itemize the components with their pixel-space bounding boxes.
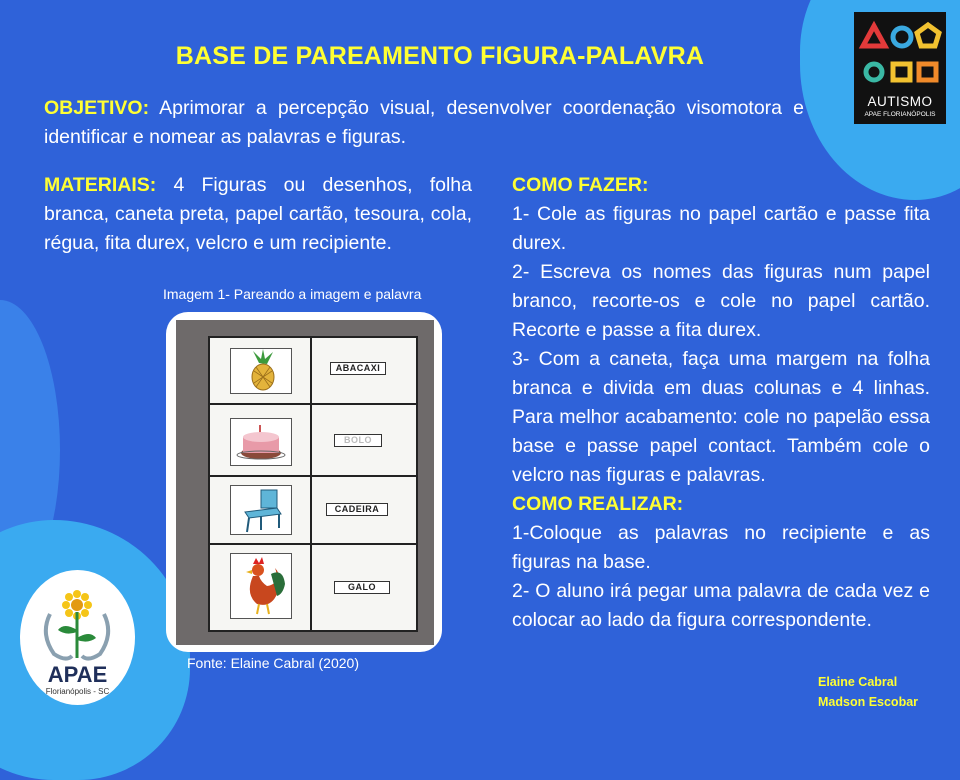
autismo-logo-name: AUTISMO	[867, 94, 933, 109]
materiais-label: MATERIAIS:	[44, 174, 157, 196]
page-title: BASE DE PAREAMENTO FIGURA-PALAVRA	[175, 42, 705, 70]
pineapple-icon	[231, 349, 291, 393]
como-fazer-step: 2- Escreva os nomes das figuras num papel branco, recorte-os e cole no papel cartão. Recorte e passe a fita durex.	[512, 261, 930, 341]
matching-sheet	[208, 336, 418, 632]
instructions-column	[512, 171, 930, 635]
chair-icon	[231, 486, 291, 534]
objetivo-section	[44, 94, 804, 152]
word-card-abacaxi: ABACAXI	[330, 362, 386, 375]
materiais-section	[44, 171, 472, 258]
authors	[818, 672, 918, 712]
row-divider	[210, 475, 416, 477]
como-fazer-label: COMO FAZER:	[512, 174, 649, 196]
author-name: Madson Escobar	[818, 695, 919, 709]
matching-board-photo	[166, 312, 442, 652]
word-card-galo: GALO	[334, 581, 390, 594]
author-name: Elaine Cabral	[818, 675, 898, 689]
board-background	[176, 320, 434, 645]
apae-logo	[20, 570, 135, 705]
rooster-card	[230, 553, 292, 619]
autismo-logo	[854, 12, 946, 124]
como-realizar-step: 2- O aluno irá pegar uma palavra de cada vez e colocar ao lado da figura correspondente.	[512, 580, 930, 631]
column-divider	[310, 338, 312, 630]
cake-icon	[231, 419, 291, 465]
apae-logo-name: APAE	[47, 662, 108, 687]
objetivo-label: OBJETIVO:	[44, 97, 150, 119]
chair-card	[230, 485, 292, 535]
cake-card	[230, 418, 292, 466]
figure-caption: Imagem 1- Pareando a imagem e palavra	[163, 286, 422, 302]
apae-logo-sub: Florianópolis - SC	[45, 687, 110, 696]
row-divider	[210, 403, 416, 405]
apae-flower-hands-icon	[20, 578, 135, 668]
como-fazer-step: 3- Com a caneta, faça uma margem na folha branca e divida em duas colunas e 4 linhas. Para melhor acabamento: cole no papelão essa base e passe papel contact. Também cole o velcro nas figuras e palavras.	[512, 348, 930, 486]
row-divider	[210, 543, 416, 545]
word-card-bolo: BOLO	[334, 434, 382, 447]
como-fazer-step: 1- Cole as figuras no papel cartão e passe fita durex.	[512, 203, 930, 254]
autismo-logo-sub: APAE FLORIANÓPOLIS	[864, 111, 936, 118]
word-card-cadeira: CADEIRA	[326, 503, 388, 516]
materiais-text: 4 Figuras ou desenhos, folha branca, caneta preta, papel cartão, tesoura, cola, régua, fita durex, velcro e um recipiente.	[44, 174, 472, 254]
autismo-shapes-icon	[854, 12, 946, 92]
como-realizar-step: 1-Coloque as palavras no recipiente e as figuras na base.	[512, 522, 930, 573]
como-realizar-label: COMO REALIZAR:	[512, 493, 684, 515]
rooster-icon	[231, 554, 291, 618]
pineapple-card	[230, 348, 292, 394]
figure-source: Fonte: Elaine Cabral (2020)	[187, 655, 359, 671]
objetivo-text: Aprimorar a percepção visual, desenvolver coordenação visomotora e identificar e nomear as palavras e figuras.	[44, 97, 804, 148]
